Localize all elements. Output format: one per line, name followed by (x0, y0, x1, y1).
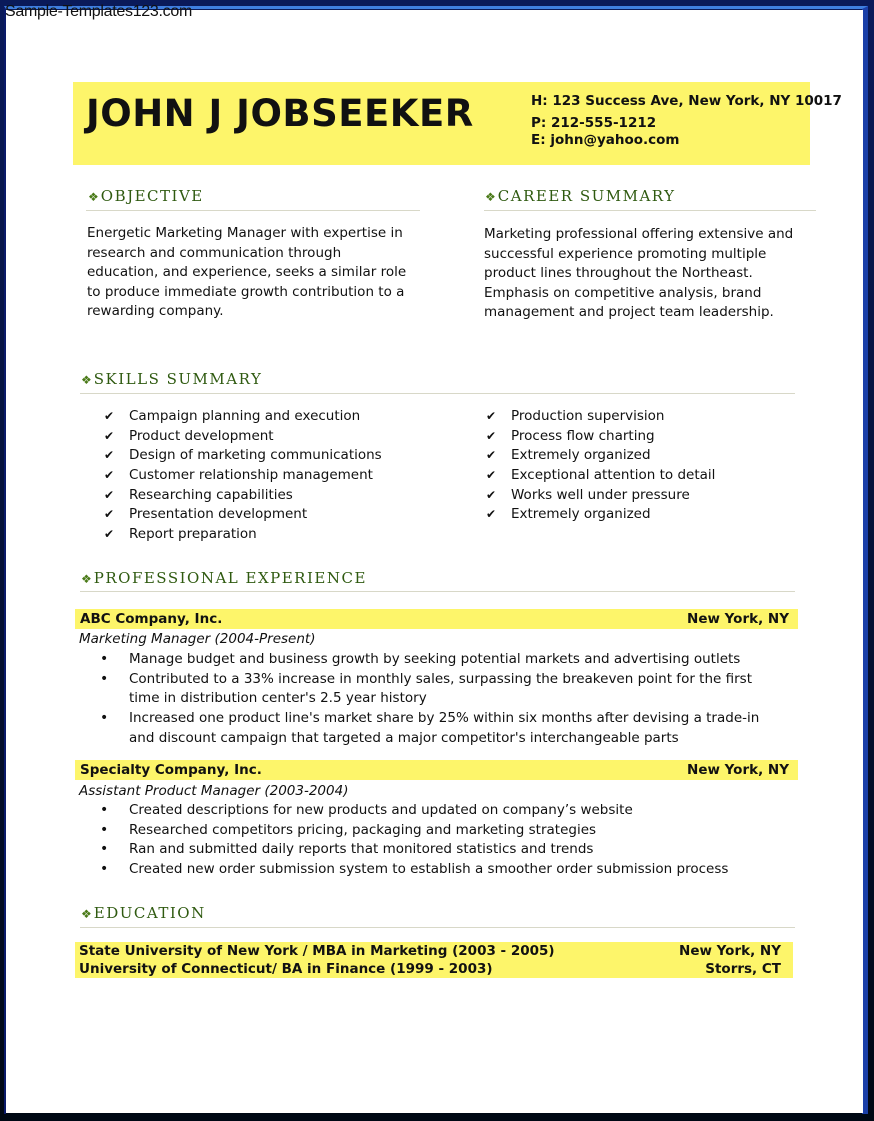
career-summary-divider (484, 210, 816, 211)
diamond-bullet-icon: ❖ (485, 190, 496, 204)
skills-list-right (486, 407, 715, 525)
checkmark-icon: ✔ (104, 409, 115, 423)
checkmark-icon: ✔ (104, 448, 115, 463)
company-name: ABC Company, Inc. (80, 611, 223, 627)
skill-item: ✔ Exceptional attention to detail (486, 466, 715, 486)
bullet-icon: • (100, 710, 109, 727)
checkmark-icon: ✔ (486, 448, 497, 463)
diamond-bullet-icon: ❖ (88, 190, 99, 204)
job-bullet: • Researched competitors pricing, packaging and marketing strategies (100, 821, 728, 841)
skill-item: ✔ Process flow charting (486, 427, 715, 447)
bullet-icon: • (100, 841, 109, 858)
education-location: Storrs, CT (705, 961, 781, 977)
checkmark-icon: ✔ (104, 527, 115, 542)
education-band (75, 942, 793, 978)
skills-list-left (104, 407, 382, 545)
objective-divider (86, 210, 420, 211)
skill-item: ✔ Report preparation (104, 525, 382, 545)
diamond-bullet-icon: ❖ (81, 907, 92, 921)
career-summary-text: Marketing professional offering extensive and successful experience promoting multiple product lines throughout the Northeast. Emphasis on competitive analysis, brand management and project team leadership. (484, 226, 794, 320)
checkmark-icon: ✔ (104, 468, 115, 483)
checkmark-icon: ✔ (486, 409, 497, 423)
contact-address: H: 123 Success Ave, New York, NY 10017 (531, 93, 842, 109)
education-degree: State University of New York / MBA in Marketing (2003 - 2005) (79, 943, 555, 959)
skills-divider (80, 393, 795, 394)
objective-text: Energetic Marketing Manager with expertise in research and communication through education, and experience, seeks a similar role to produce immediate growth contribution to a rewarding company. (87, 225, 407, 319)
skill-item: ✔ Production supervision (486, 407, 715, 427)
diamond-bullet-icon: ❖ (81, 373, 92, 387)
job-header (75, 760, 798, 780)
objective-heading: ❖ OBJECTIVE (88, 187, 204, 205)
skill-item: ✔ Researching capabilities (104, 486, 382, 506)
skill-item: ✔ Product development (104, 427, 382, 447)
job-bullet: • Increased one product line's market share by 25% within six months after devising a trade-in and discount campaign that targeted a major competitor's interchangeable parts (100, 710, 760, 746)
checkmark-icon: ✔ (104, 487, 115, 502)
education-heading: ❖ EDUCATION (81, 904, 206, 922)
skill-item: ✔ Campaign planning and execution (104, 407, 382, 427)
career-summary-heading: ❖ CAREER SUMMARY (485, 187, 676, 205)
experience-heading: ❖ PROFESSIONAL EXPERIENCE (81, 569, 367, 587)
contact-phone: P: 212-555-1212 (531, 115, 657, 131)
contact-email: E: john@yahoo.com (531, 132, 680, 148)
skill-item: ✔ Presentation development (104, 505, 382, 525)
skill-item: ✔ Customer relationship management (104, 466, 382, 486)
checkmark-icon: ✔ (104, 507, 115, 522)
bullet-icon: • (100, 670, 109, 687)
education-location: New York, NY (679, 943, 781, 959)
bullet-icon: • (100, 821, 109, 838)
job-header (75, 609, 798, 629)
bullet-icon: • (100, 651, 109, 667)
checkmark-icon: ✔ (486, 468, 497, 483)
education-entry (79, 942, 781, 960)
education-divider (80, 927, 795, 928)
checkmark-icon: ✔ (104, 428, 115, 443)
diamond-bullet-icon: ❖ (81, 572, 92, 586)
candidate-name: JOHN J JOBSEEKER (86, 92, 474, 135)
job-bullet: • Created new order submission system to establish a smoother order submission process (100, 860, 728, 880)
experience-divider (80, 591, 795, 592)
education-entry (79, 960, 781, 978)
job-bullet: • Created descriptions for new products and updated on company’s website (100, 801, 728, 821)
job-bullet: • Contributed to a 33% increase in monthly sales, surpassing the breakeven point for the first time in distribution center's 2.5 year history (100, 670, 752, 707)
job-role: Assistant Product Manager (2003-2004) (79, 783, 349, 799)
education-degree: University of Connecticut/ BA in Finance (1999 - 2003) (79, 961, 493, 977)
skill-item: ✔ Works well under pressure (486, 486, 715, 506)
bullet-icon: • (100, 861, 109, 878)
checkmark-icon: ✔ (486, 507, 497, 522)
company-name: Specialty Company, Inc. (80, 762, 262, 778)
skill-item: ✔ Design of marketing communications (104, 446, 382, 466)
job-bullet: • Ran and submitted daily reports that monitored statistics and trends (100, 840, 728, 860)
bullet-icon: • (100, 802, 109, 818)
job-location: New York, NY (687, 611, 789, 627)
job-bullets (100, 650, 759, 749)
job-bullets (100, 801, 728, 880)
job-role: Marketing Manager (2004-Present) (79, 631, 316, 647)
skill-item: ✔ Extremely organized (486, 505, 715, 525)
checkmark-icon: ✔ (486, 487, 497, 502)
job-location: New York, NY (687, 762, 789, 778)
skills-heading: ❖ SKILLS SUMMARY (81, 370, 263, 388)
watermark: Sample-Templates123.com (5, 3, 192, 20)
skill-item: ✔ Extremely organized (486, 446, 715, 466)
checkmark-icon: ✔ (486, 428, 497, 443)
job-bullet: • Manage budget and business growth by seeking potential markets and advertising outlets (100, 650, 759, 670)
